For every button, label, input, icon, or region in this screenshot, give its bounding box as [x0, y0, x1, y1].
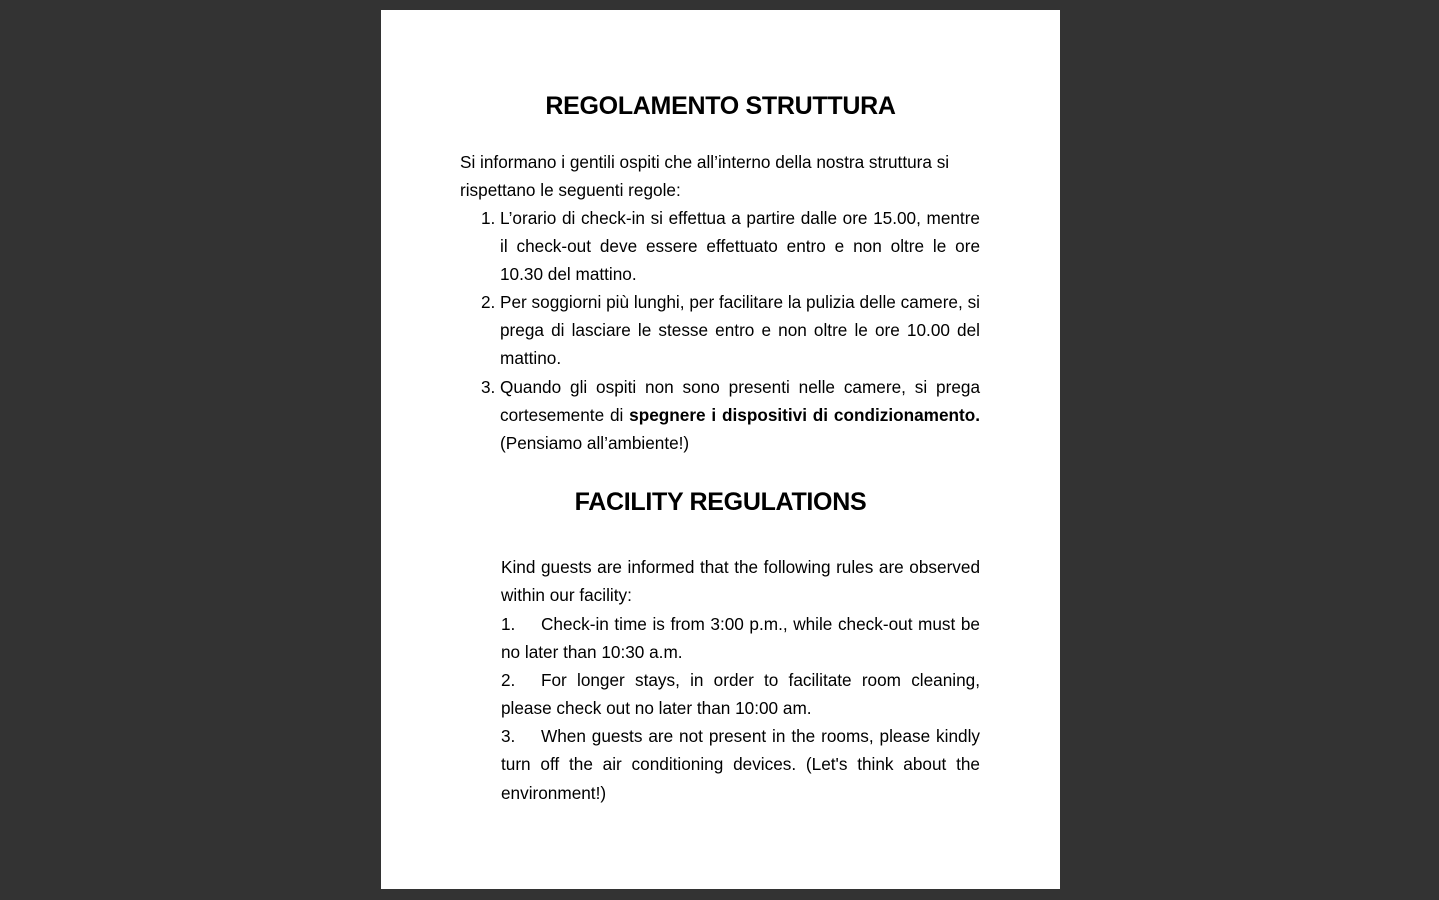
rule-text: For longer stays, in order to facilitate room cleaning, please check out no later than 10:00 am.	[501, 670, 980, 719]
english-title: FACILITY REGULATIONS	[574, 488, 867, 516]
rule-number: 3.	[501, 726, 516, 747]
rule-number: 1.	[501, 614, 516, 634]
rule-text: Per soggiorni più lunghi, per facilitare la pulizia delle camere, si prega di lasciare le stesse entro e non oltre le ore 10.00 del mattino.	[500, 292, 980, 369]
document-page	[381, 10, 1060, 889]
rule-number: 2.	[501, 670, 516, 691]
english-rule-3	[501, 722, 980, 806]
rule-number: 2.	[481, 292, 496, 313]
english-intro: Kind guests are informed that the following rules are observed within our facility:	[501, 557, 980, 606]
english-rule-2	[501, 666, 980, 722]
rule-text: When guests are not present in the rooms, please kindly turn off the air conditioning devices. (Let's think about the environment!)	[501, 726, 980, 803]
english-rules-list	[501, 610, 980, 807]
rule-text-bold: spegnere i dispositivi di condizionamento.	[629, 404, 980, 425]
italian-intro: Si informano i gentili ospiti che all’interno della nostra struttura si rispettano le seguenti regole:	[460, 152, 950, 201]
rule-text	[500, 373, 980, 457]
italian-rule-2	[460, 288, 980, 372]
italian-rule-1	[460, 204, 980, 288]
rule-text-tail: (Pensiamo all’ambiente!)	[500, 432, 690, 453]
english-rule-1	[501, 610, 980, 666]
italian-rule-3	[460, 373, 980, 457]
rule-text-lead: Quando gli ospiti non sono presenti nelle camere, si prega cortesemente di	[500, 376, 980, 425]
italian-title: REGOLAMENTO STRUTTURA	[545, 92, 896, 120]
rule-text: Check-in time is from 3:00 p.m., while check-out must be no later than 10:30 a.m.	[501, 614, 980, 663]
rule-text: L’orario di check-in si effettua a partire dalle ore 15.00, mentre il check-out deve essere effettuato entro e non oltre le ore 10.30 del mattino.	[500, 208, 980, 285]
rule-number: 1.	[481, 208, 496, 228]
rule-number: 3.	[481, 376, 496, 397]
italian-rules-list	[460, 204, 980, 457]
